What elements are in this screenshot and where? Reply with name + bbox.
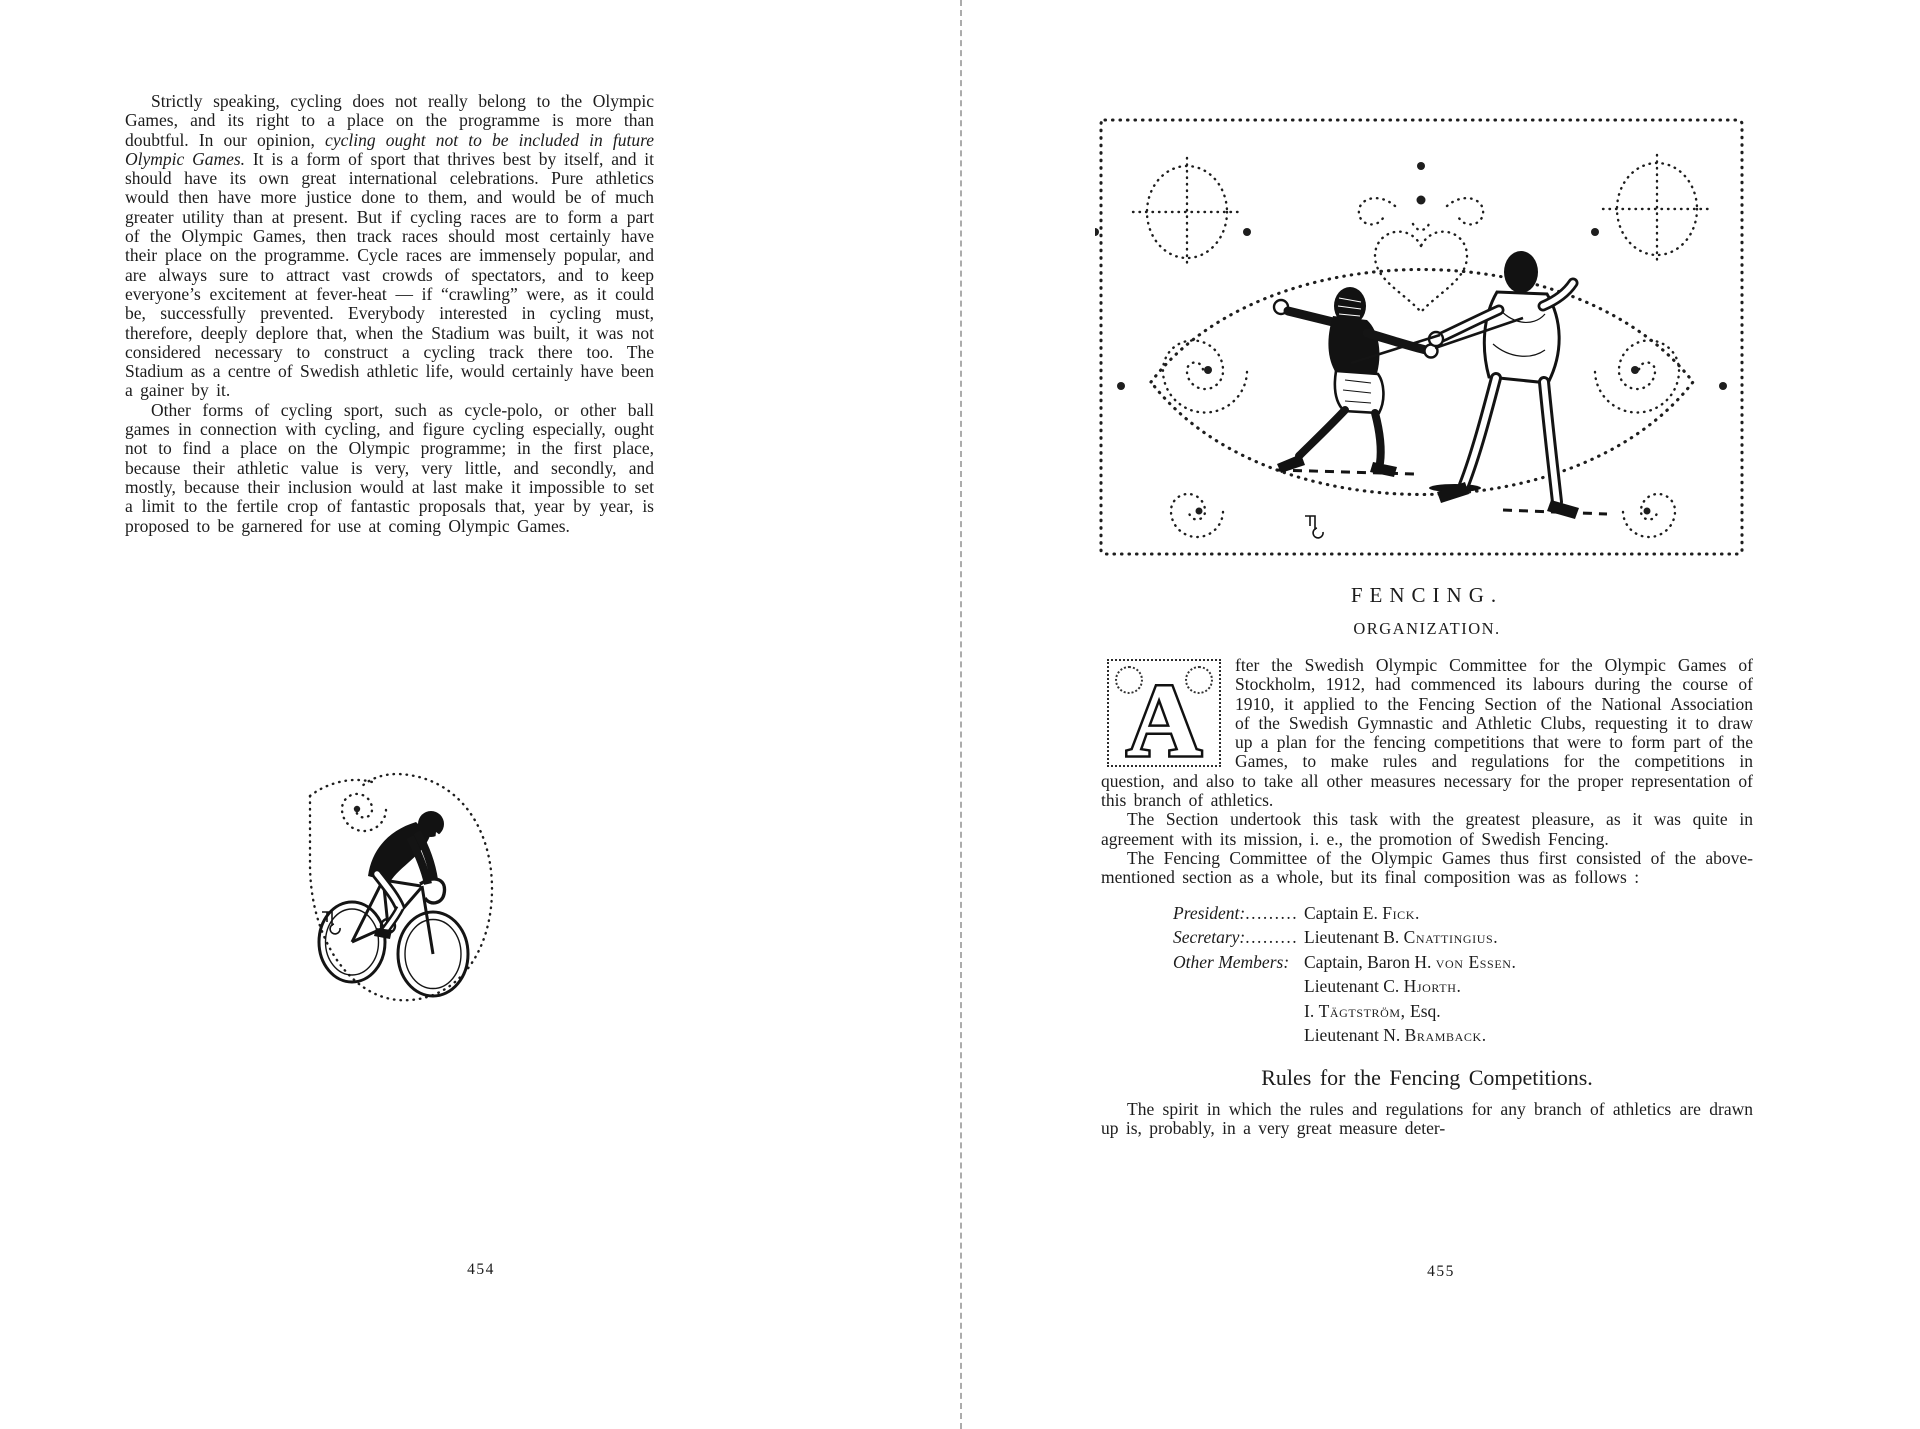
dot-leader: ......... [1245, 927, 1299, 948]
committee-row-member [1173, 974, 1753, 999]
organization-paragraph-1: fter the Swedish Olympic Committee for the Olympic Games of Stockholm, 1912, had commenced its labours during the course of 1910, it applied to the Fencing Section of the National Association of the Swedish Gymnastic and Athletic Clubs, requesting it to draw up a plan for the fencing competitions that were to form part of the Games, to make rules and regulations for the competitions in question, and also to take all other measures necessary for the proper representation of this branch of athletics. [1101, 655, 1753, 811]
cycling-paragraph-1 [125, 92, 654, 401]
fencer-right [1429, 251, 1579, 519]
section-title: ORGANIZATION. [1353, 619, 1501, 638]
left-page-text-column [125, 92, 654, 1019]
oval-ornament [1151, 270, 1693, 495]
paragraph-text: Strictly speaking, cycling does not really belong to the Olympic Games, and its right to a place on the programme is more than doubtful. In our opinion, [125, 91, 654, 150]
spiral-bottom-left [1171, 494, 1223, 537]
committee-list [1173, 901, 1753, 1048]
committee-row-member [1173, 999, 1753, 1024]
role-label: President: [1173, 902, 1246, 923]
artist-monogram [1305, 516, 1323, 538]
role-label: Other Members: [1173, 951, 1290, 972]
cyclist-vignette-svg [274, 714, 506, 1014]
paragraph-text: It is a form of sport that thrives best by itself, and it should have its own great international celebrations. Pure athletics would then have more justice done to them, and would be of much greater utility than at present. But if cycling races are to form a part of the Olympic Games, then track races should most certainly have their place on the programme. Cycle races are immensely popular, and are always sure to attract vast crowds of spectators, and to keep everyone’s excitement at fever-heat — if “crawling” were, as it could be, successfully prevented. Everybody interested in cycling must, therefore, deeply deplore that, when the Stadium was built, it was not considered necessary to construct a cycling track there too. The Stadium as a centre of Swedish athletic life, would certainly have been a gainer by it. [125, 148, 654, 401]
ornate-drop-cap [1107, 659, 1221, 767]
role-label: Secretary: [1173, 927, 1246, 948]
italic-opinion-phrase: cycling ought not to be included in future Olympic Games. [125, 129, 655, 169]
right-page-number: 455 [1427, 1263, 1455, 1280]
left-page-number: 454 [467, 1261, 495, 1278]
committee-row-member [1173, 1023, 1753, 1048]
organization-paragraph-2: The Section undertook this task with the greatest pleasure, as it was quite in agreement with its mission, i. e., the promotion of Swedish Fencing. [1101, 809, 1753, 849]
crossed-circle-left [1133, 158, 1241, 266]
organization-paragraph-3: The Fencing Committee of the Olympic Games thus first consisted of the above-mentioned section as a whole, but its final composition was as follows : [1101, 847, 1753, 888]
heart-ornament [1359, 196, 1483, 313]
spiral-bottom-right [1623, 494, 1675, 537]
dot-leader: ......... [1245, 902, 1299, 923]
spiral-left [1163, 340, 1247, 412]
member-name: Lieutenant C. Hjorth. [1304, 976, 1462, 997]
dotted-frame [310, 774, 492, 1000]
rules-paragraph-1: The spirit in which the rules and regulations for any branch of athletics are drawn up is, probably, in a very great measure deter- [1101, 1098, 1753, 1138]
member-name: Captain E. Fick. [1304, 902, 1421, 923]
right-page-text-column [1101, 583, 1753, 1138]
dotted-ornament-frame [1095, 120, 1742, 554]
fencer-left [1274, 287, 1438, 477]
spiral-right [1595, 340, 1679, 412]
member-name: Lieutenant B. Cnattingius. [1304, 927, 1499, 948]
fencers-vignette-svg [1095, 114, 1748, 561]
rules-heading: Rules for the Fencing Competitions. [1261, 1064, 1593, 1090]
committee-row-other-members [1173, 950, 1753, 975]
member-name: I. Tägtström, Esq. [1304, 1000, 1441, 1021]
cycling-paragraph-2: Other forms of cycling sport, such as cycle-polo, or other ball games in connection with cycling, and figure cycling especially, ought not to find a place on the Olympic programme; in the first place, because their athletic value is very, very little, and secondly, and mostly, because their inclusion would at last make it impossible to set a limit to the fertile crop of fantastic proposals that, year by year, is proposed to be garnered for use at coming Olympic Games. [125, 399, 654, 536]
crossed-circle-right [1603, 155, 1711, 263]
svg-text:A: A [1126, 663, 1202, 765]
member-name: Captain, Baron H. von Essen. [1304, 951, 1517, 972]
member-name: Lieutenant N. Bramback. [1304, 1025, 1487, 1046]
committee-row-president [1173, 901, 1753, 926]
cyclist-illustration [274, 714, 506, 1019]
committee-row-secretary [1173, 925, 1753, 950]
fencing-illustration [1095, 114, 1748, 561]
chapter-title: FENCING. [1350, 583, 1504, 607]
page-fold-divider [960, 0, 962, 1429]
